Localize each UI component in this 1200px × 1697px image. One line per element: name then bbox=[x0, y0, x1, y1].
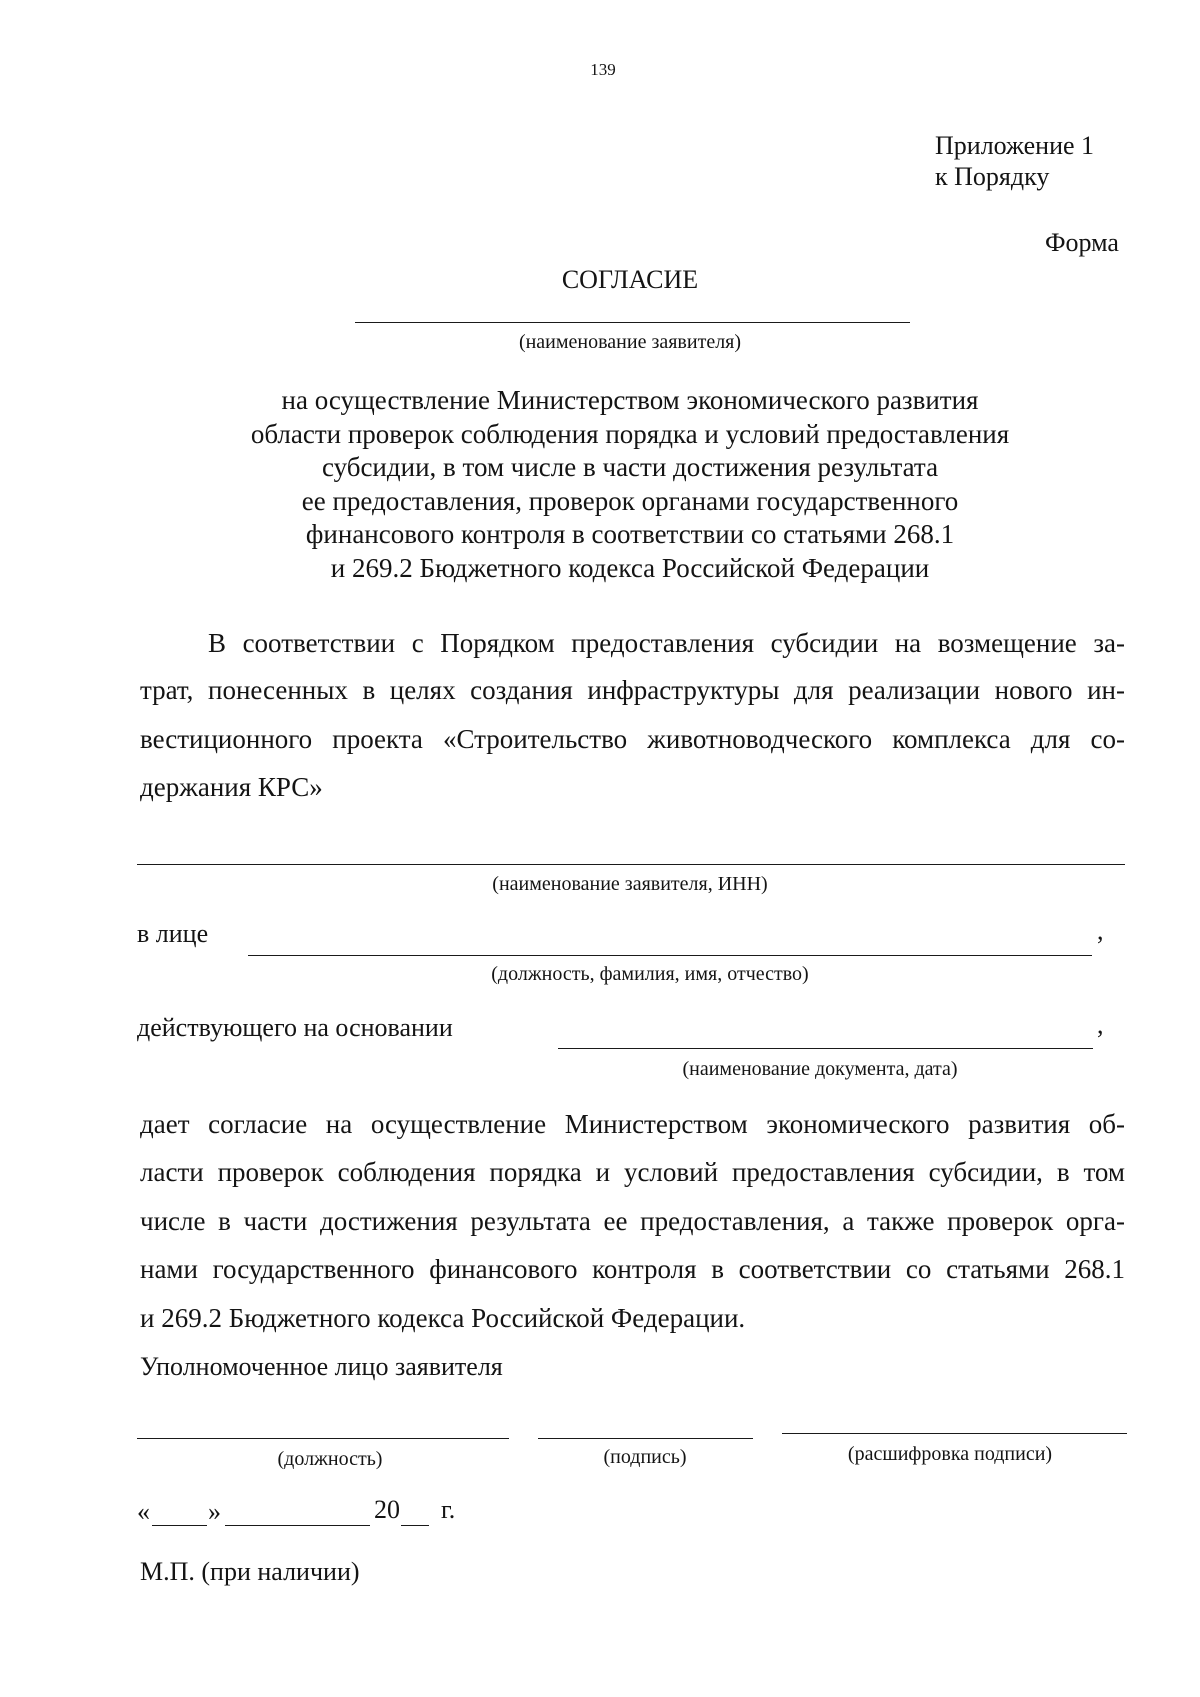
date-year-underline[interactable] bbox=[401, 1525, 429, 1526]
date-year-prefix: 20 bbox=[374, 1495, 400, 1524]
appendix-line2: к Порядку bbox=[935, 162, 1050, 191]
in-person-caption: (должность, фамилия, имя, отчество) bbox=[491, 963, 809, 985]
paragraph2-line: ласти проверок соблюдения порядка и условий предоставления субсидии, в том bbox=[140, 1157, 1125, 1187]
signature-underline[interactable] bbox=[538, 1438, 753, 1439]
date-open-quote: « bbox=[137, 1497, 150, 1526]
subtitle-line: субсидии, в том числе в части достижения результата bbox=[321, 452, 939, 482]
subtitle-line: на осуществление Министерством экономического развития bbox=[281, 385, 979, 415]
page-number: 139 bbox=[590, 60, 616, 79]
date-year-suffix: г. bbox=[441, 1495, 456, 1524]
paragraph2-line: нами государственного финансового контроля в соответствии со статьями 268.1 bbox=[140, 1254, 1125, 1284]
applicant-underline[interactable] bbox=[355, 322, 910, 323]
appendix-line1: Приложение 1 bbox=[935, 131, 1095, 160]
comma: , bbox=[1097, 916, 1104, 945]
basis-caption: (наименование документа, дата) bbox=[682, 1058, 958, 1080]
paragraph2-line: числе в части достижения результата ее предоставления, а также проверок орга- bbox=[140, 1206, 1125, 1236]
date-day-underline[interactable] bbox=[152, 1525, 207, 1526]
document-title: СОГЛАСИЕ bbox=[561, 265, 699, 294]
paragraph1-line: держания КРС» bbox=[140, 772, 323, 802]
form-label: Форма bbox=[1045, 228, 1119, 257]
paragraph1-line: вестиционного проекта «Строительство животноводческого комплекса для со- bbox=[140, 724, 1125, 754]
authorized-person: Уполномоченное лицо заявителя bbox=[140, 1352, 503, 1381]
in-person-label: в лице bbox=[137, 919, 209, 948]
applicant-caption: (наименование заявителя) bbox=[518, 331, 742, 353]
paragraph1-line: В соответствии с Порядком предоставления субсидии на возмещение за- bbox=[208, 628, 1125, 658]
position-caption: (должность) bbox=[277, 1448, 383, 1470]
subtitle-line: финансового контроля в соответствии со статьями 268.1 bbox=[305, 519, 955, 549]
applicant-inn-caption: (наименование заявителя, ИНН) bbox=[492, 873, 768, 895]
in-person-underline[interactable] bbox=[248, 955, 1092, 956]
subtitle-line: и 269.2 Бюджетного кодекса Российской Федерации bbox=[330, 552, 930, 583]
subtitle-line: ее предоставления, проверок органами государственного bbox=[301, 485, 959, 516]
comma: , bbox=[1097, 1010, 1104, 1039]
position-underline[interactable] bbox=[137, 1438, 509, 1439]
stamp-label: М.П. (при наличии) bbox=[140, 1557, 360, 1586]
date-month-underline[interactable] bbox=[225, 1525, 370, 1526]
decoding-underline[interactable] bbox=[782, 1433, 1127, 1434]
paragraph2-line: дает согласие на осуществление Министерством экономического развития об- bbox=[140, 1109, 1125, 1139]
decoding-caption: (расшифровка подписи) bbox=[847, 1443, 1053, 1465]
subtitle-line: области проверок соблюдения порядка и условий предоставления bbox=[250, 418, 1010, 449]
applicant-inn-underline[interactable] bbox=[137, 864, 1125, 865]
signature-caption: (подпись) bbox=[603, 1446, 687, 1468]
basis-label: действующего на основании bbox=[137, 1013, 453, 1042]
paragraph2-line: и 269.2 Бюджетного кодекса Российской Федерации. bbox=[140, 1303, 746, 1333]
subtitle-block bbox=[150, 384, 1110, 585]
paragraph1-line: трат, понесенных в целях создания инфраструктуры для реализации нового ин- bbox=[140, 675, 1125, 705]
basis-underline[interactable] bbox=[558, 1048, 1093, 1049]
date-close-quote: » bbox=[208, 1497, 221, 1526]
